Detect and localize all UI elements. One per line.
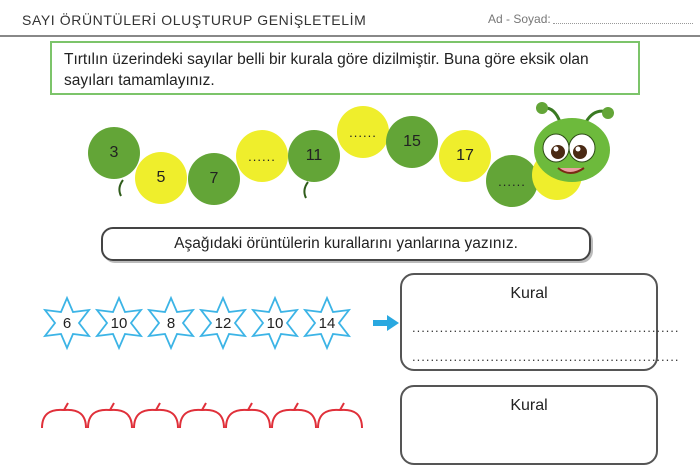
star-item (250, 297, 300, 349)
instruction-box (50, 41, 640, 95)
rule-line-1[interactable]: .......................................................... (412, 320, 680, 335)
segment-value: 7 (209, 170, 219, 187)
rule-line-2[interactable]: .......................................................... (412, 349, 680, 364)
star-value: 14 (318, 314, 336, 332)
star-item (94, 297, 144, 349)
segment-7 (386, 116, 438, 168)
segment-2 (135, 152, 187, 204)
segment-4-blank[interactable] (236, 130, 288, 182)
arrow-right-icon (373, 315, 399, 331)
segment-8 (439, 130, 491, 182)
rule-label: Kural (510, 397, 548, 414)
star-value: 12 (214, 314, 232, 332)
star-value: 10 (110, 314, 128, 332)
segment-value: 17 (456, 147, 474, 164)
star-value: 8 (166, 314, 176, 332)
segment-value: 11 (305, 147, 323, 164)
segment-value: 3 (109, 144, 119, 161)
segment-value: ...... (248, 148, 276, 164)
star-item (42, 297, 92, 349)
segment-value: ...... (498, 173, 526, 189)
segment-value: ...... (349, 124, 377, 140)
header-divider (0, 35, 700, 37)
star-item (302, 297, 352, 349)
segment-value: 5 (156, 169, 166, 186)
star-value: 10 (266, 314, 284, 332)
caterpillar-head-icon (520, 100, 620, 190)
segment-6-blank[interactable] (337, 106, 389, 158)
name-label: Ad - Soyad: (488, 12, 551, 26)
segment-3 (188, 153, 240, 205)
segment-5 (288, 130, 340, 182)
rule-box-2[interactable] (400, 385, 658, 465)
star-item (146, 297, 196, 349)
segment-value: 15 (403, 133, 421, 150)
apple-pattern-icon (40, 402, 370, 430)
rules-instruction-box (101, 227, 591, 261)
star-item (198, 297, 248, 349)
rules-instruction-text: Aşağıdaki örüntülerin kurallarını yanlarına yazınız. (174, 235, 518, 252)
name-field[interactable] (553, 23, 693, 24)
rule-label: Kural (510, 285, 548, 302)
star-value: 6 (62, 314, 72, 332)
rule-box-1[interactable] (400, 273, 680, 371)
worksheet-title: SAYI ÖRÜNTÜLERİ OLUŞTURUP GENİŞLETELİM (22, 12, 367, 28)
instruction-text: Tırtılın üzerindeki sayılar belli bir kurala göre dizilmiştir. Buna göre eksik olan sayıları tamamlayınız. (64, 51, 589, 89)
segment-1 (88, 127, 140, 179)
